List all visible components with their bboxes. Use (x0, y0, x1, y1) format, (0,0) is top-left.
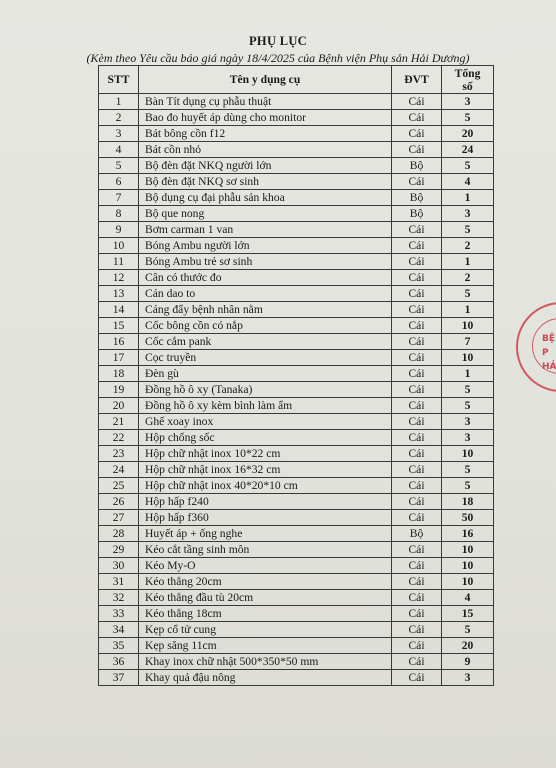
cell-name: Cáng đẩy bệnh nhân nằm (139, 302, 392, 318)
table-row (99, 670, 494, 686)
cell-unit: Cái (392, 126, 442, 142)
cell-name: Hộp chữ nhật inox 40*20*10 cm (139, 478, 392, 494)
table-row (99, 398, 494, 414)
cell-unit: Cái (392, 270, 442, 286)
header-unit: ĐVT (392, 66, 442, 94)
cell-stt: 5 (99, 158, 139, 174)
table-row (99, 430, 494, 446)
cell-name: Kẹp săng 11cm (139, 638, 392, 654)
cell-unit: Cái (392, 654, 442, 670)
table-row (99, 286, 494, 302)
cell-stt: 23 (99, 446, 139, 462)
table-row (99, 590, 494, 606)
table-row (99, 622, 494, 638)
table-row (99, 158, 494, 174)
cell-stt: 20 (99, 398, 139, 414)
table-row (99, 542, 494, 558)
cell-total: 1 (442, 254, 494, 270)
table-row (99, 302, 494, 318)
table-row (99, 606, 494, 622)
cell-unit: Cái (392, 238, 442, 254)
table-row (99, 190, 494, 206)
cell-name: Kéo thẳng đầu tù 20cm (139, 590, 392, 606)
cell-stt: 2 (99, 110, 139, 126)
cell-stt: 10 (99, 238, 139, 254)
table-row (99, 334, 494, 350)
cell-total: 1 (442, 190, 494, 206)
cell-stt: 22 (99, 430, 139, 446)
table-row (99, 478, 494, 494)
cell-total: 2 (442, 270, 494, 286)
cell-total: 10 (442, 350, 494, 366)
cell-unit: Cái (392, 430, 442, 446)
cell-stt: 19 (99, 382, 139, 398)
cell-name: Hộp hấp f240 (139, 494, 392, 510)
cell-stt: 12 (99, 270, 139, 286)
table-row (99, 206, 494, 222)
cell-name: Bàn Tít dụng cụ phẫu thuật (139, 94, 392, 110)
table-row (99, 574, 494, 590)
cell-name: Cốc bông cồn có nắp (139, 318, 392, 334)
header-total (442, 66, 494, 94)
cell-total: 3 (442, 670, 494, 686)
cell-unit: Cái (392, 318, 442, 334)
cell-unit: Cái (392, 542, 442, 558)
cell-stt: 13 (99, 286, 139, 302)
cell-unit: Cái (392, 110, 442, 126)
cell-name: Bao đo huyết áp dùng cho monitor (139, 110, 392, 126)
cell-stt: 16 (99, 334, 139, 350)
cell-unit: Cái (392, 510, 442, 526)
cell-total: 10 (442, 542, 494, 558)
cell-unit: Cái (392, 142, 442, 158)
cell-unit: Cái (392, 494, 442, 510)
cell-name: Cán dao to (139, 286, 392, 302)
cell-total: 20 (442, 126, 494, 142)
cell-unit: Bộ (392, 190, 442, 206)
cell-total: 5 (442, 478, 494, 494)
cell-total: 3 (442, 430, 494, 446)
cell-stt: 31 (99, 574, 139, 590)
document-title: PHỤ LỤC (248, 34, 307, 48)
cell-name: Bát bông cồn f12 (139, 126, 392, 142)
cell-unit: Cái (392, 302, 442, 318)
cell-name: Cọc truyền (139, 350, 392, 366)
cell-total: 5 (442, 222, 494, 238)
cell-total: 50 (442, 510, 494, 526)
cell-name: Kéo thẳng 18cm (139, 606, 392, 622)
table-row (99, 382, 494, 398)
cell-name: Đồng hồ ô xy kèm bình làm ẩm (139, 398, 392, 414)
cell-stt: 29 (99, 542, 139, 558)
cell-name: Bộ đèn đặt NKQ sơ sinh (139, 174, 392, 190)
cell-unit: Cái (392, 414, 442, 430)
cell-total: 5 (442, 622, 494, 638)
cell-total: 5 (442, 462, 494, 478)
cell-total: 5 (442, 110, 494, 126)
cell-unit: Cái (392, 638, 442, 654)
cell-stt: 18 (99, 366, 139, 382)
cell-total: 5 (442, 286, 494, 302)
cell-total: 2 (442, 238, 494, 254)
cell-name: Bộ que nong (139, 206, 392, 222)
cell-total: 16 (442, 526, 494, 542)
cell-name: Bát cồn nhỏ (139, 142, 392, 158)
cell-unit: Bộ (392, 526, 442, 542)
cell-stt: 25 (99, 478, 139, 494)
cell-stt: 3 (99, 126, 139, 142)
cell-name: Bộ dụng cụ đại phẫu sản khoa (139, 190, 392, 206)
cell-unit: Cái (392, 382, 442, 398)
cell-name: Bơm carman 1 van (139, 222, 392, 238)
cell-name: Hộp chữ nhật inox 16*32 cm (139, 462, 392, 478)
table-row (99, 526, 494, 542)
cell-stt: 35 (99, 638, 139, 654)
seal-text-1: BỆ (542, 334, 556, 344)
cell-name: Ghế xoay inox (139, 414, 392, 430)
cell-total: 9 (442, 654, 494, 670)
cell-total: 10 (442, 446, 494, 462)
table-row (99, 510, 494, 526)
cell-stt: 21 (99, 414, 139, 430)
cell-total: 10 (442, 558, 494, 574)
seal-text-3: HẢ (542, 362, 556, 372)
cell-unit: Cái (392, 622, 442, 638)
cell-unit: Cái (392, 574, 442, 590)
cell-stt: 15 (99, 318, 139, 334)
table-row (99, 110, 494, 126)
cell-stt: 7 (99, 190, 139, 206)
cell-unit: Cái (392, 478, 442, 494)
table-row (99, 222, 494, 238)
cell-stt: 17 (99, 350, 139, 366)
table-row (99, 238, 494, 254)
cell-total: 1 (442, 302, 494, 318)
cell-total: 15 (442, 606, 494, 622)
table-row (99, 94, 494, 110)
cell-name: Hộp chống sốc (139, 430, 392, 446)
cell-total: 7 (442, 334, 494, 350)
table-row (99, 446, 494, 462)
equipment-table (98, 65, 494, 686)
cell-total: 3 (442, 94, 494, 110)
cell-name: Bóng Ambu trẻ sơ sinh (139, 254, 392, 270)
cell-unit: Cái (392, 398, 442, 414)
cell-unit: Cái (392, 446, 442, 462)
cell-total: 3 (442, 206, 494, 222)
table-row (99, 638, 494, 654)
header-stt: STT (99, 66, 139, 94)
cell-name: Huyết áp + ống nghe (139, 526, 392, 542)
cell-name: Bóng Ambu người lớn (139, 238, 392, 254)
cell-name: Đèn gù (139, 366, 392, 382)
cell-name: Khay quả đậu nông (139, 670, 392, 686)
header-total-line1: Tổng (454, 66, 481, 80)
cell-unit: Cái (392, 606, 442, 622)
cell-stt: 33 (99, 606, 139, 622)
cell-stt: 14 (99, 302, 139, 318)
cell-unit: Cái (392, 222, 442, 238)
cell-unit: Cái (392, 254, 442, 270)
table-row (99, 558, 494, 574)
cell-stt: 36 (99, 654, 139, 670)
cell-total: 5 (442, 398, 494, 414)
cell-name: Hộp chữ nhật inox 10*22 cm (139, 446, 392, 462)
table-row (99, 494, 494, 510)
cell-stt: 8 (99, 206, 139, 222)
table-row (99, 318, 494, 334)
cell-stt: 32 (99, 590, 139, 606)
cell-total: 3 (442, 414, 494, 430)
cell-unit: Bộ (392, 206, 442, 222)
table-row (99, 350, 494, 366)
cell-stt: 11 (99, 254, 139, 270)
table-row (99, 254, 494, 270)
cell-unit: Cái (392, 174, 442, 190)
cell-total: 4 (442, 174, 494, 190)
cell-unit: Cái (392, 558, 442, 574)
header-total-line2: số (462, 79, 473, 93)
table-row (99, 142, 494, 158)
cell-total: 18 (442, 494, 494, 510)
seal-text-2: P (542, 348, 549, 358)
cell-total: 5 (442, 158, 494, 174)
red-seal-stamp (516, 302, 556, 392)
table-header-row (99, 66, 494, 94)
table-row (99, 366, 494, 382)
document-subtitle: (Kèm theo Yêu cầu báo giá ngày 18/4/2025 của Bệnh viện Phụ sản Hải Dương) (86, 51, 470, 65)
cell-name: Kẹp cổ tử cung (139, 622, 392, 638)
cell-stt: 1 (99, 94, 139, 110)
cell-unit: Bộ (392, 158, 442, 174)
cell-total: 1 (442, 366, 494, 382)
cell-unit: Cái (392, 670, 442, 686)
cell-name: Đồng hồ ô xy (Tanaka) (139, 382, 392, 398)
cell-total: 4 (442, 590, 494, 606)
cell-stt: 26 (99, 494, 139, 510)
table-row (99, 654, 494, 670)
cell-name: Cân có thước đo (139, 270, 392, 286)
table-row (99, 414, 494, 430)
cell-name: Cốc cắm pank (139, 334, 392, 350)
cell-stt: 4 (99, 142, 139, 158)
cell-stt: 6 (99, 174, 139, 190)
cell-unit: Cái (392, 286, 442, 302)
cell-stt: 9 (99, 222, 139, 238)
cell-stt: 28 (99, 526, 139, 542)
cell-unit: Cái (392, 350, 442, 366)
cell-name: Kéo cắt tầng sinh môn (139, 542, 392, 558)
cell-unit: Cái (392, 590, 442, 606)
cell-unit: Cái (392, 94, 442, 110)
cell-name: Kéo My-O (139, 558, 392, 574)
table-row (99, 270, 494, 286)
cell-stt: 24 (99, 462, 139, 478)
cell-name: Khay inox chữ nhật 500*350*50 mm (139, 654, 392, 670)
cell-stt: 27 (99, 510, 139, 526)
table-row (99, 462, 494, 478)
cell-stt: 37 (99, 670, 139, 686)
cell-total: 5 (442, 382, 494, 398)
cell-name: Kéo thẳng 20cm (139, 574, 392, 590)
cell-total: 20 (442, 638, 494, 654)
cell-stt: 30 (99, 558, 139, 574)
cell-stt: 34 (99, 622, 139, 638)
table-body (99, 94, 494, 686)
table-row (99, 126, 494, 142)
table-row (99, 174, 494, 190)
cell-unit: Cái (392, 334, 442, 350)
cell-total: 10 (442, 574, 494, 590)
cell-total: 24 (442, 142, 494, 158)
cell-unit: Cái (392, 366, 442, 382)
cell-name: Hộp hấp f360 (139, 510, 392, 526)
cell-total: 10 (442, 318, 494, 334)
cell-name: Bộ đèn đặt NKQ người lớn (139, 158, 392, 174)
cell-unit: Cái (392, 462, 442, 478)
header-name: Tên y dụng cụ (139, 66, 392, 94)
